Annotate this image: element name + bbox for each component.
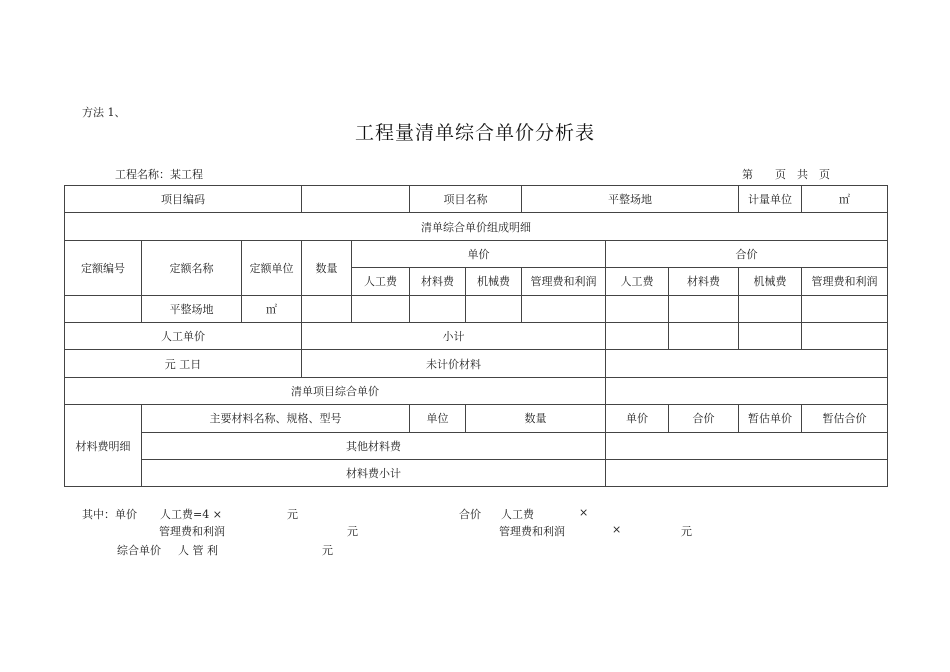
total-price-note: 合价 bbox=[459, 508, 481, 521]
quota-unit-header: 定额单位 bbox=[242, 240, 302, 295]
material-header: 材料费 bbox=[410, 268, 466, 295]
data-cell bbox=[802, 295, 888, 322]
data-quantity bbox=[302, 295, 352, 322]
yuan-unit: 元 bbox=[287, 508, 298, 521]
yuan-per-day-label: 元 工日 bbox=[65, 350, 302, 377]
est-total-header: 暂估合价 bbox=[802, 405, 888, 432]
data-cell bbox=[669, 295, 739, 322]
times-sign: × bbox=[612, 523, 622, 536]
table-row bbox=[65, 350, 888, 377]
material-detail-label: 材料费明细 bbox=[65, 405, 142, 487]
data-quota-code bbox=[65, 295, 142, 322]
data-quota-name: 平整场地 bbox=[142, 295, 242, 322]
data-cell bbox=[739, 295, 802, 322]
material-unit-price-header: 单价 bbox=[606, 405, 669, 432]
notes-prefix: 其中：单价 bbox=[82, 508, 137, 521]
table-row bbox=[65, 322, 888, 349]
item-name-label: 项目名称 bbox=[410, 186, 522, 213]
item-name-value: 平整场地 bbox=[522, 186, 739, 213]
data-cell bbox=[606, 459, 888, 486]
material-quantity-header: 数量 bbox=[466, 405, 606, 432]
data-cell bbox=[606, 322, 669, 349]
unit-price-analysis-table bbox=[64, 185, 888, 487]
item-code-value bbox=[302, 186, 410, 213]
data-cell bbox=[522, 295, 606, 322]
data-cell bbox=[410, 295, 466, 322]
yuan-unit: 元 bbox=[347, 525, 358, 538]
table-row bbox=[65, 213, 888, 240]
times-sign: × bbox=[579, 506, 589, 519]
combined-price-note: 综合单价 bbox=[117, 544, 161, 557]
material-total-header: 合价 bbox=[669, 405, 739, 432]
data-cell bbox=[606, 350, 888, 377]
data-cell bbox=[466, 295, 522, 322]
data-cell bbox=[802, 322, 888, 349]
subtotal-label: 小计 bbox=[302, 322, 606, 349]
page-title: 工程量清单综合单价分析表 bbox=[354, 122, 595, 144]
measure-unit-value: ㎡ bbox=[802, 186, 888, 213]
data-cell bbox=[606, 432, 888, 459]
labor-header: 人工费 bbox=[352, 268, 410, 295]
total-material-header: 材料费 bbox=[669, 268, 739, 295]
table-row bbox=[65, 240, 888, 267]
machine-header: 机械费 bbox=[466, 268, 522, 295]
table-row bbox=[65, 186, 888, 213]
unit-price-header: 单价 bbox=[352, 240, 606, 267]
mgmt-profit-note: 管理费和利润 bbox=[159, 525, 225, 538]
labor-formula: 人工费=4 × bbox=[160, 508, 222, 521]
table-row bbox=[65, 405, 888, 432]
table-row bbox=[65, 295, 888, 322]
page-info: 第 页 共 页 bbox=[742, 168, 830, 181]
unpriced-material-label: 未计价材料 bbox=[302, 350, 606, 377]
total-machine-header: 机械费 bbox=[739, 268, 802, 295]
table-row bbox=[65, 432, 888, 459]
measure-unit-label: 计量单位 bbox=[739, 186, 802, 213]
table-row bbox=[65, 377, 888, 404]
yuan-unit: 元 bbox=[322, 544, 333, 557]
material-unit-header: 单位 bbox=[410, 405, 466, 432]
table-row bbox=[65, 459, 888, 486]
main-material-header: 主要材料名称、规格、型号 bbox=[142, 405, 410, 432]
total-price-header: 合价 bbox=[606, 240, 888, 267]
item-unit-price-label: 清单项目综合单价 bbox=[65, 377, 606, 404]
quantity-header: 数量 bbox=[302, 240, 352, 295]
yuan-unit: 元 bbox=[681, 525, 692, 538]
data-quota-unit: ㎡ bbox=[242, 295, 302, 322]
labor-unit-price-label: 人工单价 bbox=[65, 322, 302, 349]
data-cell bbox=[606, 295, 669, 322]
est-unit-price-header: 暂估单价 bbox=[739, 405, 802, 432]
data-cell bbox=[739, 322, 802, 349]
labor-note: 人工费 bbox=[501, 508, 534, 521]
project-name-label: 工程名称：某工程 bbox=[115, 168, 203, 181]
quota-code-header: 定额编号 bbox=[65, 240, 142, 295]
detail-header: 清单综合单价组成明细 bbox=[65, 213, 888, 240]
quota-name-header: 定额名称 bbox=[142, 240, 242, 295]
material-subtotal-label: 材料费小计 bbox=[142, 459, 606, 486]
data-cell bbox=[352, 295, 410, 322]
data-cell bbox=[669, 322, 739, 349]
item-code-label: 项目编码 bbox=[65, 186, 302, 213]
total-mgmt-profit-header: 管理费和利润 bbox=[802, 268, 888, 295]
mgmt-profit-header: 管理费和利润 bbox=[522, 268, 606, 295]
method-label: 方法 1、 bbox=[82, 106, 126, 119]
other-material-label: 其他材料费 bbox=[142, 432, 606, 459]
total-labor-header: 人工费 bbox=[606, 268, 669, 295]
data-cell bbox=[606, 377, 888, 404]
people-mgmt-profit-note: 人 管 利 bbox=[178, 544, 218, 557]
mgmt-profit-note-2: 管理费和利润 bbox=[499, 525, 565, 538]
